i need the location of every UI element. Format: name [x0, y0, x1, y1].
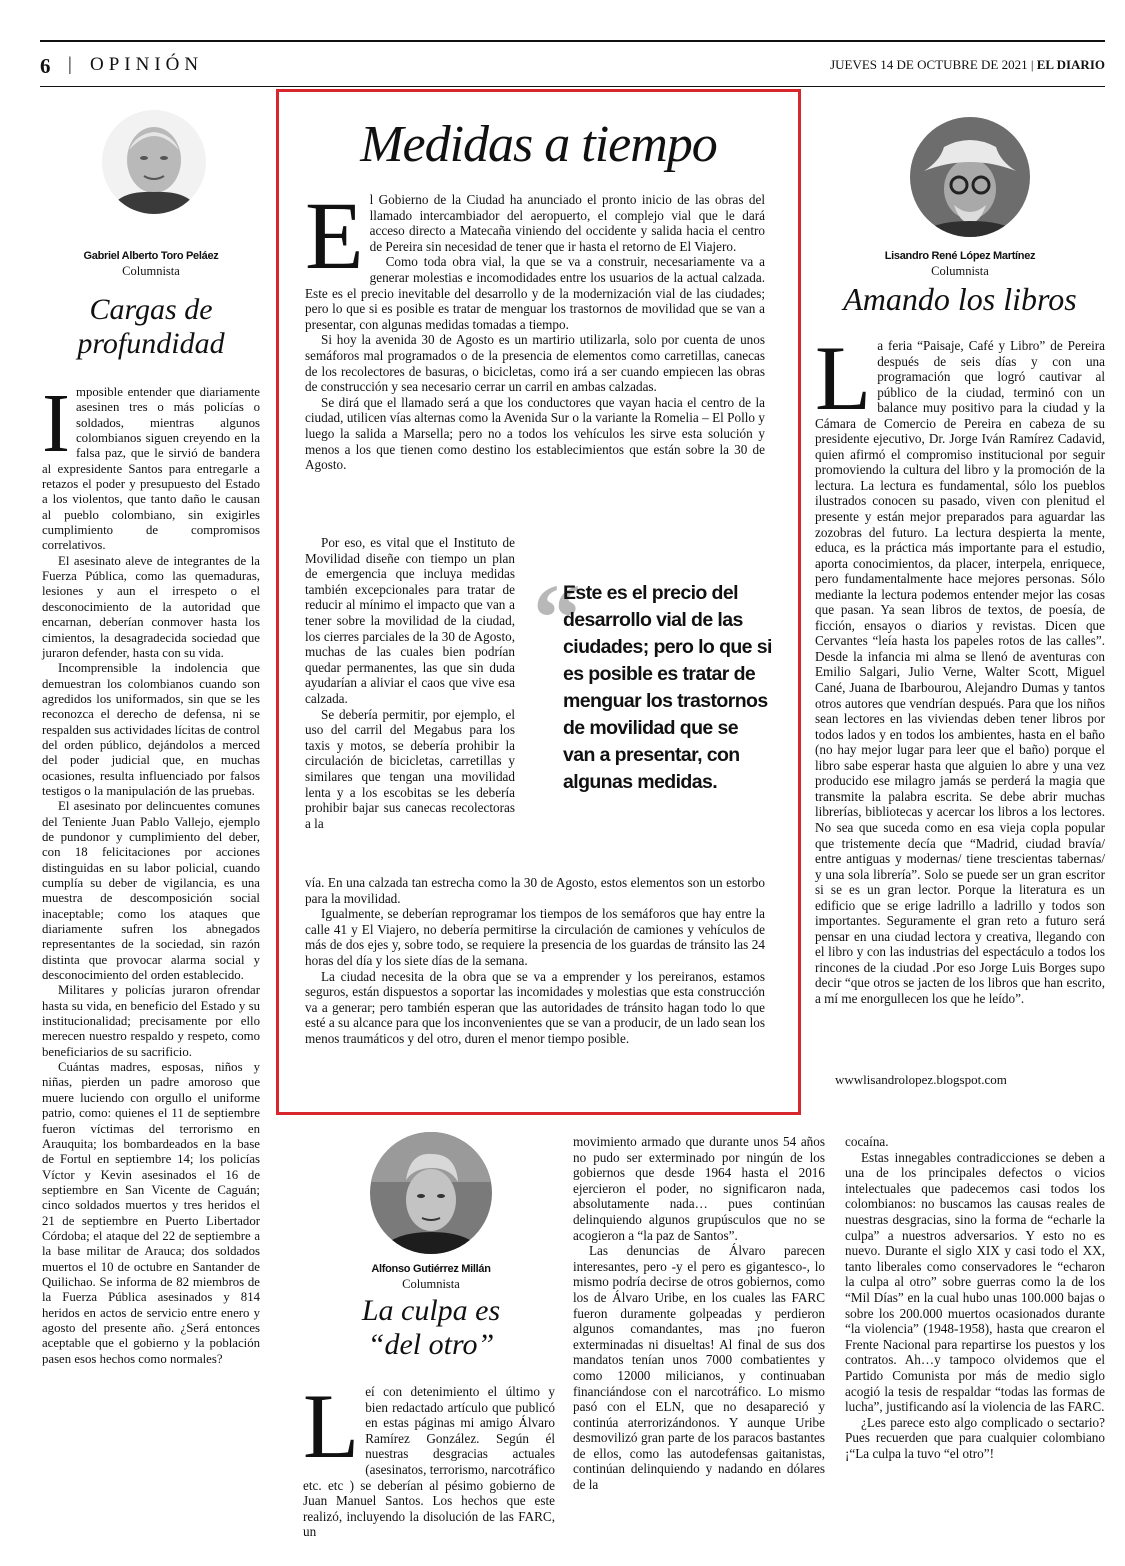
- column-bottom-paragraph: Las denuncias de Álvaro parecen interesantes, pero -y el pero es gigantesco-, lo mismo podría decirse de otros gobiernos, como los de Álvaro Uribe, en los cuales las FARC fueron duramente golpeadas y perdieron algunos comandantes, mas ¡no fueron exterminadas ni disueltas! Al final de sus dos mandatos tenían unos 7000 combatientes y como 12000 milicianos, y continuaban financiándose con el narcotráfico. Lo mismo pasó con el ELN, que no desapareció y continúa aterrorizándonos. Y aunque Uribe desmovilizó gran parte de los paracos bastantes de ellos, como las autodefensas gaitanistas, continúan delinquiendo y nadando en dólares de la: [573, 1243, 825, 1493]
- column-body-right: [815, 327, 1105, 1007]
- editorial-body-narrow: [305, 535, 515, 831]
- editorial-paragraph: Si hoy la avenida 30 de Agosto es un martirio utilizarla, solo por cuenta de unos semáforos mal programados o de la presencia de elementos como carretillas, canecas de los recolectores de basuras, o bicicletas, como irá a ser cuando empiecen las obras de construcción y sea necesario cerrar un carril en ambas calzadas.: [305, 332, 765, 395]
- author-name-bottom: Alfonso Gutiérrez Millán: [371, 1263, 491, 1275]
- date-separator: |: [1027, 57, 1037, 72]
- editorial-body-bottom: [305, 875, 765, 1047]
- editorial-intro: l Gobierno de la Ciudad ha anunciado el pronto inicio de las obras del llamado intercambiador del aeropuerto, el complejo vial que le dará acceso directo a Matecaña viniendo del occidente y salida hacia el centro de Pereira sin necesidad de tener que ir hasta el retorno de El Viajero.: [369, 192, 765, 254]
- header-top-rule: [40, 40, 1105, 42]
- editorial-paragraph: La ciudad necesita de la obra que se va a emprender y los pereiranos, estamos seguros, están dispuestos a soportar las incomidades y molestias que esta construcción va a generar; pero también esperan que las autoridades de tránsito hagan todo lo que esté a su alcance para que los inconvenientes que se van a producir, de un lado sean los menos traumáticos y del otro, duren el menor tiempo posible.: [305, 968, 765, 1046]
- column-bottom-col3: [845, 1134, 1105, 1461]
- author-photo-left: [102, 110, 206, 214]
- column-title-left: Cargas de profundidad: [77, 293, 225, 360]
- dropcap-left: I: [42, 377, 70, 470]
- dropcap-editorial: E: [305, 182, 364, 289]
- column-body-left: [42, 377, 260, 1367]
- section-name: OPINIÓN: [90, 54, 204, 75]
- author-photo-bottom: [370, 1132, 492, 1254]
- column-left-paragraph: Incomprensible la indolencia que demuestran los colombianos cuando son agredidos los uniformados, sin que se les reconozca el derecho de defensa, ni se respalden sus actividades lícitas de control del orden público, dejándolos a merced del poder judicial que, en muchas ocasiones, resulta influenciado por falsos testigos o la manipulación de las pruebas.: [42, 661, 260, 798]
- editorial-paragraph: Se dirá que el llamado será a que los conductores que vayan hacia el centro de la ciudad, utilicen vías alternas como la Avenida Sur o la variante la Romelia – El Pollo y luego la salida a Marsella; pero no a todos los vehículos les sirve esta solución y menos a los que tienen como destino los establecimientos que están sobre la 30 de Agosto.: [305, 394, 765, 473]
- header-separator: |: [68, 54, 72, 75]
- column-left-paragraph: Cuántas madres, esposas, niños y niñas, pierden un padre amoroso que muere luciendo con orgullo el uniforme patrio, como: quienes el 11 de septiembre fueron víctimas del terrorismo en Arauquita; los bombardeados en la base de Fortul en septiembre 14; los policías Víctor y Kevin asesinados el 16 de septiembre en San Vicente de Caguán; cinco soldados muertos y tres heridos el 21 de septiembre en Puerto Libertador Córdoba; el ataque del 22 de septiembre a la base militar de Arauca; dos soldados muertos el 10 de octubre en Santander de Quilichao. Se informa de 82 miembros de la Fuerza Pública asesinados y 814 heridos en actos de servicio entre enero y agosto del presente año. ¿Será entonces aceptable que el gobierno y la población pasen esos hechos como normales?: [42, 1060, 260, 1366]
- editorial-paragraph: Igualmente, se deberían reprogramar los tiempos de los semáforos que hay entre la calle 41 y El Viajero, no debería permitirse la circulación de camiones y vehículos de más de dos ejes y, sobre todo, se requiere la presencia de los guardas de tránsito las 24 horas del día y los siete días de la semana.: [305, 906, 765, 968]
- quote-mark-icon: “: [533, 564, 581, 671]
- editorial-title: Medidas a tiempo: [360, 116, 717, 173]
- column-title-line: “del otro”: [367, 1327, 495, 1361]
- column-left-paragraph: El asesinato aleve de integrantes de la Fuerza Pública, como las quemaduras, lesiones y aun el irrespeto o el desconocimiento de la autoridad que encarnan, deberían conmover hasta los cimientos, la desagradecida sociedad que juraron defender, hasta con su vida.: [42, 553, 260, 660]
- issue-date: [830, 57, 1105, 73]
- date-text: JUEVES 14 DE OCTUBRE DE 2021: [830, 57, 1028, 72]
- portrait-icon: [102, 110, 206, 214]
- author-role-bottom: Columnista: [402, 1277, 460, 1291]
- author-role-right: Columnista: [931, 264, 989, 278]
- column-bottom-intro: eí con detenimiento el último y bien redactado artículo que publicó en estas páginas mi amigo Álvaro Ramírez González. Según él nuestras desgracias actuales (asesinatos, terrorismo, narcotráfico etc. etc ) se deberían al pésimo gobierno de Juan Manuel Santos. Los hechos que este realizó, incluyendo la disolución de las FARC, un: [303, 1384, 555, 1540]
- column-title-bottom: [300, 1294, 562, 1361]
- editorial-body-top: [305, 182, 765, 473]
- author-photo-right: [910, 117, 1030, 237]
- column-bottom-paragraph: ¿Les parece esto algo complicado o sectario? Pues recuerden que para cualquier colombiano ¡“La culpa la tuvo “el otro”!: [845, 1414, 1105, 1461]
- editorial-continuation: vía. En una calzada tan estrecha como la 30 de Agosto, estos elementos son un estorbo para la movilidad.: [305, 875, 765, 906]
- column-left-paragraph: Militares y policías juraron ofrendar hasta su vida, en beneficio del Estado y su institucionalidad; precisamente por ello merecen nuestro respaldo y respeto, como beneficiarios de su sacrificio.: [42, 983, 260, 1059]
- column-left-paragraph: El asesinato por delincuentes comunes del Teniente Juan Pablo Vallejo, ejemplo de pundonor y cumplimiento del deber, con 18 felicitaciones por acciones distinguidas en su labor policial, cuando cumplía su deber de vigilancia, es una muestra de descomposición social inaceptable; como los ataques que diariamente sufren los abnegados representantes de la sociedad, sin razón distinta que provocar alarma social y desconocimiento del orden establecido.: [42, 799, 260, 983]
- editorial-paragraph: Se debería permitir, por ejemplo, el uso del carril del Megabus para los taxis y motos, se debería prohibir la circulación de bicicletas, carretillas y similares que tengan una movilidad lenta y a los escobitas se les debería prohibir bajar sus canecas recolectoras a la: [305, 706, 515, 831]
- portrait-icon: [370, 1132, 492, 1254]
- pull-quote: Este es el precio del desarrollo vial de las ciudades; pero lo que si es posible es tratar de menguar los trastornos de movilidad que se van a presentar, con algunas medidas.: [563, 582, 772, 793]
- author-role-left: Columnista: [122, 264, 180, 278]
- editorial-paragraph: Por eso, es vital que el Instituto de Movilidad diseñe con tiempo un plan de emergencia que incluya medidas también excepcionales para tratar de reducir al mínimo el impacto que van a tener sobre la movilidad de la ciudad, los cierres parciales de la 30 de Agosto, muchas de las cuales bien podrían quedar permanentes, las que sin duda ayudarían a aliviar el caos que vive esa calzada.: [305, 535, 515, 706]
- page-number: 6: [40, 54, 51, 78]
- column-bottom-paragraph: cocaína.: [845, 1134, 889, 1149]
- column-title-right: Amando los libros: [843, 281, 1077, 317]
- column-bottom-col2: [573, 1134, 825, 1493]
- column-bottom-paragraph: Estas innegables contradicciones se deben a una de los principales defectos o vicios intelectuales que padecemos casi todos los colombianos: no buscamos las causas reales de nuestras desgracias, sino la forma de “echarle la culpa” a nuestros adversarios. Y esto no es nuevo. Durante el siglo XIX y casi todo el XX, tanto liberales como conservadores le “echaron la culpa al otro” sobre guerras como la de los “Mil Días” en la cual hubo unas 100.000 bajas o sobre los 200.000 muertos ocasionados durante “la violencia” (1948-1958), hasta que crearon el Frente Nacional para repartirse los puestos y los contratos. Ah…y tampoco olvidemos que el Partido Comunista por más de medio siglo acogió la tesis de respaldar “todas las formas de lucha”, justificando así la violencia de las FARC.: [845, 1149, 1105, 1415]
- portrait-icon: [910, 117, 1030, 237]
- column-left-intro: mposible entender que diariamente asesinen tres o más policías o soldados, mientras algunos colombianos siguen creyendo en la falsa paz, que le sirvió de bandera al expresidente Santos para entregarle a retazos el poder y presupuesto del Estado a los violentos, que tanto daño le causan al pueblo colombiano, sin exigirles cumplimiento de compromisos correlativos.: [42, 385, 260, 553]
- column-right-text: a feria “Paisaje, Café y Libro” de Pereira después de seis días y con una programación que logró cautivar al público de la ciudad, terminó con un balance muy positivo para la ciudad y la Cámara de Comercio de Pereira en cabeza de su presidente ejecutivo, Dr. Jorge Iván Ramírez Cadavid, quien afirmó el compromiso institucional por seguir promoviendo la cultura del libro y la promoción de la lectura. La lectura es fundamental, sólo los pueblos ilustrados conocen su pasado, viven con plenitud el presente y están mejor preparados para aguardar las zozobras del futuro. La lectura despierta la mente, educa, es la práctica más importante para el estudio, aporta conocimientos, da placer, interpela, enriquece, pero fundamentalmente hace mejores personas. Sólo mediante la lectura podemos entender mejor las cosas que pasan. Ya sean libros de textos, de poesía, de ficción, ensayos o diarios y revistas. Dicen que Cervantes “leía hasta los papeles rotos de las calles”. Desde la infancia mi alma se llenó de aventuras con Emilio Salgari, Julio Verne, Walter Scott, Miguel Cané, Juana de Ibarbourou, Alejandro Dumas y tantos otros autores que vendrían después. Para que los niños sean lectores en las viviendas deben tener libros por todos lados y en todos los ambientes, hasta en el baño (no hay mejor lugar para leer que el baño) porque el libro sabe esperar hasta que alguien lo abre y una vez producido ese milagro jamás se perderá la magia que transmite la palabra escrita. Se debe abrir muchas librerías, bibliotecas y acercar los libros a los lectores. No sea que suceda como en esa vieja copla popular que tristemente decía que “Madrid, ciudad bravía/ entre antiguas y modernas/ tiene trescientas tabernas/ y una sola librería”. Solo se puede ser un gran escritor si se es un gran lector. Porque la literatura es un edificio que se erige ladrillo a ladrillo y todos son importantes. Seguramente el gran reto a futuro será pensar en una ciudad lectora y creativa, llegando con el libro y con las industrias del espectáculo a todos los rincones de la ciudad .Por eso Jorge Luis Borges supo decir “que otros se jacten de los libros que han escrito, a mí me enorgullecen los que he leído”.: [815, 338, 1105, 1006]
- author-name-left: Gabriel Alberto Toro Peláez: [83, 250, 219, 262]
- column-bottom-col1: [303, 1375, 555, 1540]
- column-title-line: La culpa es: [361, 1294, 501, 1327]
- author-blog-url[interactable]: wwwlisandrolopez.blogspot.com: [835, 1072, 1007, 1087]
- dropcap-right: L: [815, 327, 872, 429]
- newspaper-name: EL DIARIO: [1036, 57, 1105, 72]
- dropcap-bottom: L: [303, 1375, 360, 1477]
- author-name-right: Lisandro René López Martínez: [884, 250, 1036, 262]
- column-bottom-paragraph: movimiento armado que durante unos 54 años no pudo ser exterminado por ningún de los gobiernos que desde 1964 hasta el 2016 ejercieron el poder, no significaron nada, absolutamente nada… pues continúan delinquiendo algunos grupúsculos que no se acogieron a “la paz de Santos”.: [573, 1134, 825, 1243]
- header-bottom-rule: [40, 86, 1105, 87]
- editorial-paragraph: Como toda obra vial, la que se va a construir, necesariamente va a generar molestias e incomodidades entre los usuarios de la actual calzada. Este es el precio inevitable del desarrollo y de la modernización vial de las ciudades; pero lo que si es posible es tratar de menguar los trastornos de movilidad que se van a presentar, con algunas medidas tomadas a tiempo.: [305, 254, 765, 332]
